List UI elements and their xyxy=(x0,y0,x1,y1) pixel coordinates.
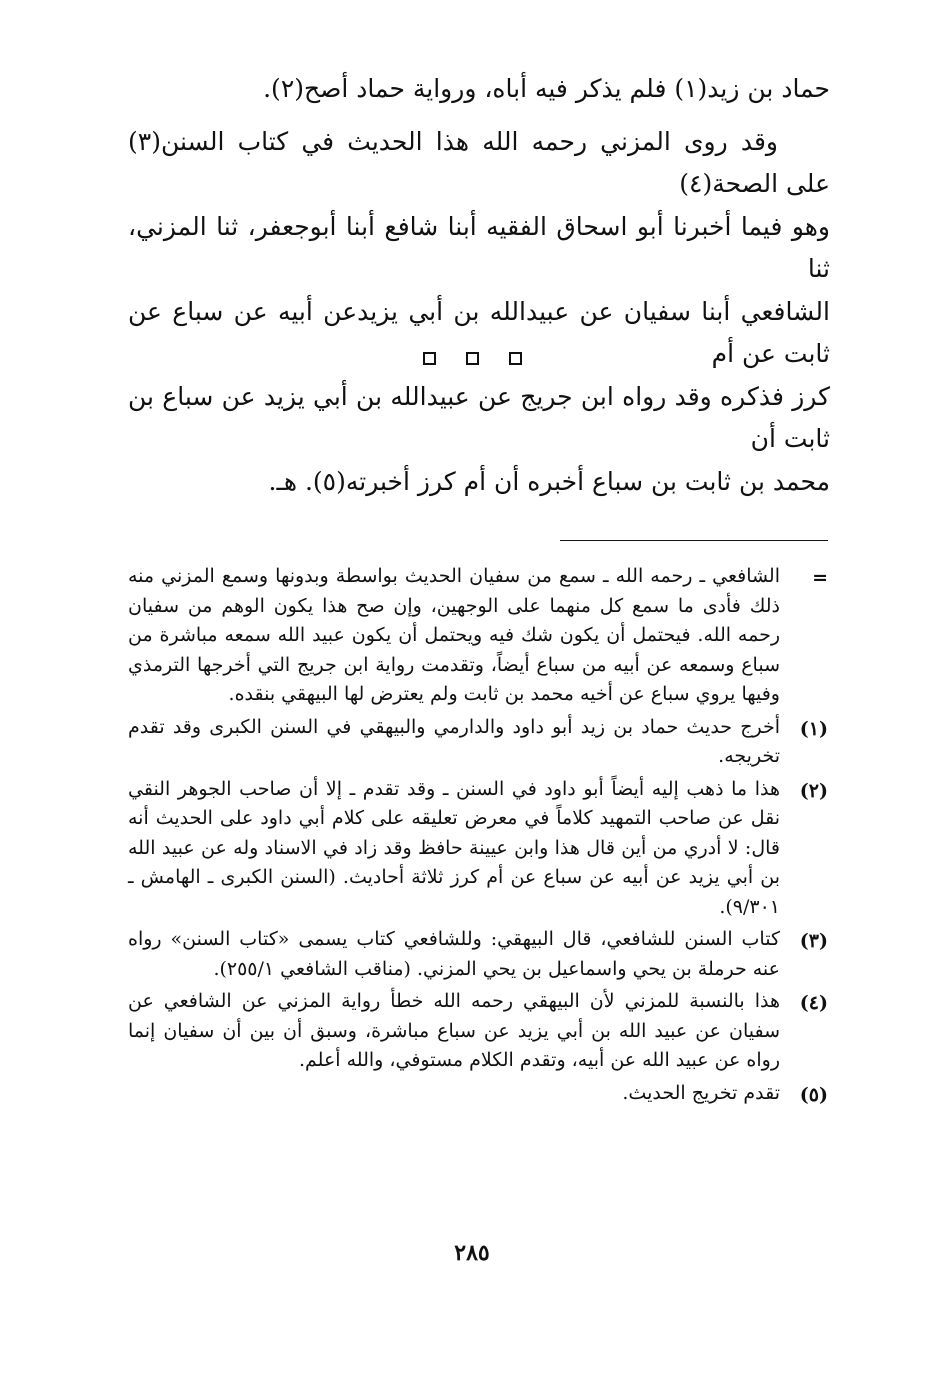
square-ornament-icon xyxy=(509,352,522,365)
footnote xyxy=(128,713,828,772)
footnote-number: (٣) xyxy=(799,930,828,952)
main-line: وقد روى المزني رحمه الله هذا الحديث في كتاب السنن(٣) على الصحة(٤) xyxy=(128,126,830,198)
footnote-number: (٤) xyxy=(799,992,828,1014)
footnote xyxy=(128,775,828,923)
main-line: كرز فذكره وقد رواه ابن جريج عن عبيدالله بن أبي يزيد عن سباع بن ثابت أن xyxy=(128,381,830,453)
footnote-text: الشافعي ـ رحمه الله ـ سمع من سفيان الحديث بواسطة وبدونها وسمع المزني منه ذلك فأدى ما سمع كل منهما على الوجهين، وإن صح هذا يكون الوهم من سفيان رحمه الله. فيحتمل أن يكون شك فيه ويحتمل أن يكون عبيد الله سمعه مباشرة من سباع وسمعه عن أبيه من سباع أيضاً، وتقدمت رواية ابن جريج التي أخرجها الترمذي وفيها يروي سباع عن أخيه محمد بن ثابت ولم يعترض لها البيهقي بنقده. xyxy=(128,565,780,705)
square-ornament-icon xyxy=(466,352,479,365)
main-text xyxy=(128,68,830,503)
footnote xyxy=(128,1079,828,1111)
square-ornament-icon xyxy=(423,352,436,365)
main-line: الشافعي أبنا سفيان عن عبيدالله بن أبي يزيدعن أبيه عن سباع عن ثابت عن أم xyxy=(128,296,830,368)
main-line: حماد بن زيد(١) فلم يذكر فيه أباه، ورواية حماد أصح(٢). xyxy=(263,74,830,103)
footnote xyxy=(128,562,828,710)
footnote-number: (١) xyxy=(799,717,828,740)
page-number: ٢٨٥ xyxy=(454,1240,490,1266)
footnote-marker: = xyxy=(812,567,828,589)
section-divider-ornament xyxy=(0,352,944,365)
footnote-text: تقدم تخريج الحديث. xyxy=(622,1081,780,1104)
main-line: محمد بن ثابت بن سباع أخبره أن أم كرز أخبرته(٥). هـ. xyxy=(268,466,830,496)
main-line: وهو فيما أخبرنا أبو اسحاق الفقيه أبنا شافع أبنا أبوجعفر، ثنا المزني، ثنا xyxy=(128,211,830,283)
footnote xyxy=(128,987,828,1076)
footnote-separator xyxy=(560,540,828,541)
footnote-number: (٢) xyxy=(799,779,828,802)
footnotes xyxy=(128,562,828,1113)
footnote-number: (٥) xyxy=(799,1083,828,1106)
footnote-text: أخرج حديث حماد بن زيد أبو داود والدارمي والبيهقي في السنن الكبرى وقد تقدم تخريجه. xyxy=(128,715,780,767)
footnote-text: كتاب السنن للشافعي، قال البيهقي: وللشافعي كتاب يسمى «كتاب السنن» رواه عنه حرملة بن يحي واسماعيل بن يحي المزني. (مناقب الشافعي ٢٥٥/١). xyxy=(128,928,780,980)
footnote-text: هذا ما ذهب إليه أيضاً أبو داود في السنن ـ وقد تقدم ـ إلا أن صاحب الجوهر النقي نقل عن صاحب التمهيد كلاماً في معرض تعليقه على كلام أبي داود على الحديث أنه قال: لا أدري من أين قال هذا وابن عيينة حافظ وقد زاد في الاسناد وله عن عبيد الله بن أبي يزيد عن أبيه عن سباع عن أم كرز ثلاثة أحاديث. (السنن الكبرى ـ الهامش ـ ٩/٣٠١). xyxy=(128,777,780,918)
footnote-text: هذا بالنسبة للمزني لأن البيهقي رحمه الله خطأ رواية المزني عن الشافعي عن سفيان عن عبيد الله بن أبي يزيد عن سباع مباشرة، وسبق أن بين أن سفيان إنما رواه عن عبيد الله عن أبيه، وتقدم الكلام مستوفي، والله أعلم. xyxy=(128,990,780,1071)
footnote xyxy=(128,925,828,984)
